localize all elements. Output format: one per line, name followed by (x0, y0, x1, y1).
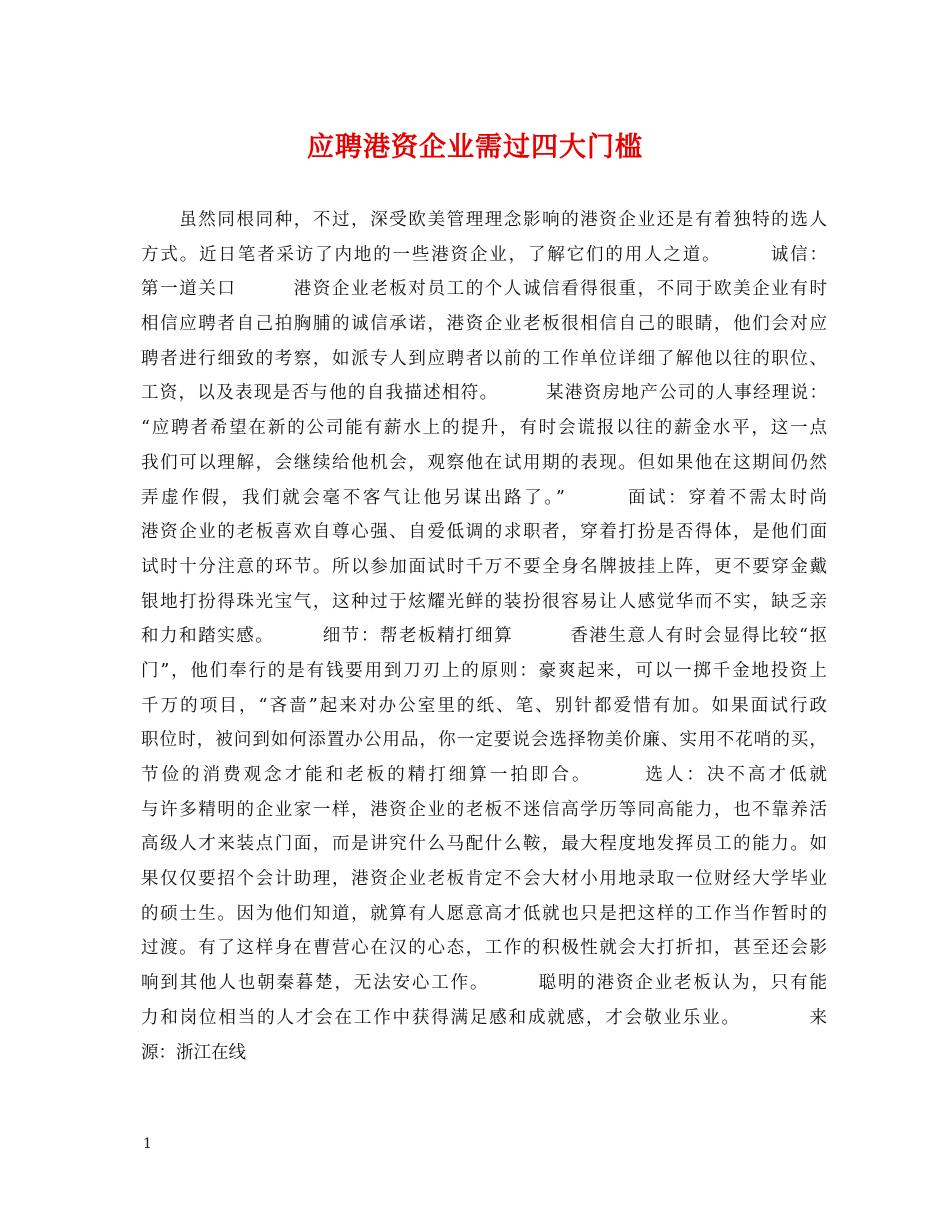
body-line: 相信应聘者自己拍胸脯的诚信承诺，港资企业老板很相信自己的眼睛，他们会对应 (141, 314, 827, 335)
body-line: 高级人才来装点门面，而是讲究什么马配什么鞍，最大程度地发挥员工的能力。如 (141, 834, 827, 855)
body-line: 果仅仅要招个会计助理，港资企业老板肯定不会大材小用地录取一位财经大学毕业 (141, 869, 827, 890)
document-title: 应聘港资企业需过四大门槛 (307, 132, 643, 163)
body-line: 职位时，被问到如何添置办公用品，你一定要说会选择物美价廉、实用不花哨的买， (141, 730, 827, 751)
body-line: 节俭的消费观念才能和老板的精打细算一拍即合。 选人：决不高才低就 (141, 765, 827, 785)
body-line: 聘者进行细致的考察，如派专人到应聘者以前的工作单位详细了解他以往的职位、 (141, 348, 827, 369)
body-line: 的硕士生。因为他们知道，就算有人愿意高才低就也只是把这样的工作当作暂时的 (141, 903, 827, 924)
page-number: 1 (143, 1136, 152, 1152)
body-line: 弄虚作假，我们就会毫不客气让他另谋出路了。” 面试：穿着不需太时尚 (141, 487, 827, 508)
body-line: 港资企业的老板喜欢自尊心强、自爱低调的求职者，穿着打扮是否得体，是他们面 (141, 522, 827, 543)
body-line: 虽然同根同种，不过，深受欧美管理理念影响的港资企业还是有着独特的选人 (141, 210, 827, 230)
body-line: 与许多精明的企业家一样，港资企业的老板不迷信高学历等同高能力，也不靠养活 (141, 799, 827, 820)
body-line: 和力和踏实感。 细节：帮老板精打细算 香港生意人有时会显得比较“抠 (141, 626, 827, 647)
body-line: 我们可以理解，会继续给他机会，观察他在试用期的表现。但如果他在这期间仍然 (141, 452, 827, 473)
body-line: 过渡。有了这样身在曹营心在汉的心态，工作的积极性就会大打折扣，甚至还会影 (141, 938, 827, 959)
body-line: 力和岗位相当的人才会在工作中获得满足感和成就感，才会敬业乐业。 来 (141, 1007, 827, 1028)
body-line: 试时十分注意的环节。所以参加面试时千万不要全身名牌披挂上阵，更不要穿金戴 (141, 556, 827, 577)
body-line: 源：浙江在线 (141, 1042, 246, 1063)
body-line: 门”，他们奉行的是有钱要用到刀刃上的原则：豪爽起来，可以一掷千金地投资上 (141, 660, 827, 681)
body-line: 响到其他人也朝秦暮楚，无法安心工作。 聪明的港资企业老板认为，只有能 (141, 973, 827, 994)
body-line: 方式。近日笔者采访了内地的一些港资企业，了解它们的用人之道。 诚信： (141, 244, 827, 265)
article-body (141, 203, 827, 1070)
body-line: 工资，以及表现是否与他的自我描述相符。 某港资房地产公司的人事经理说： (141, 383, 827, 404)
body-line: 千万的项目，“吝啬”起来对办公室里的纸、笔、别针都爱惜有加。如果面试行政 (141, 695, 827, 716)
body-line: 银地打扮得珠光宝气，这种过于炫耀光鲜的装扮很容易让人感觉华而不实，缺乏亲 (141, 591, 827, 612)
body-line: “应聘者希望在新的公司能有薪水上的提升，有时会谎报以往的薪金水平，这一点 (141, 418, 827, 439)
body-line: 第一道关口 港资企业老板对员工的个人诚信看得很重，不同于欧美企业有时 (141, 279, 827, 300)
